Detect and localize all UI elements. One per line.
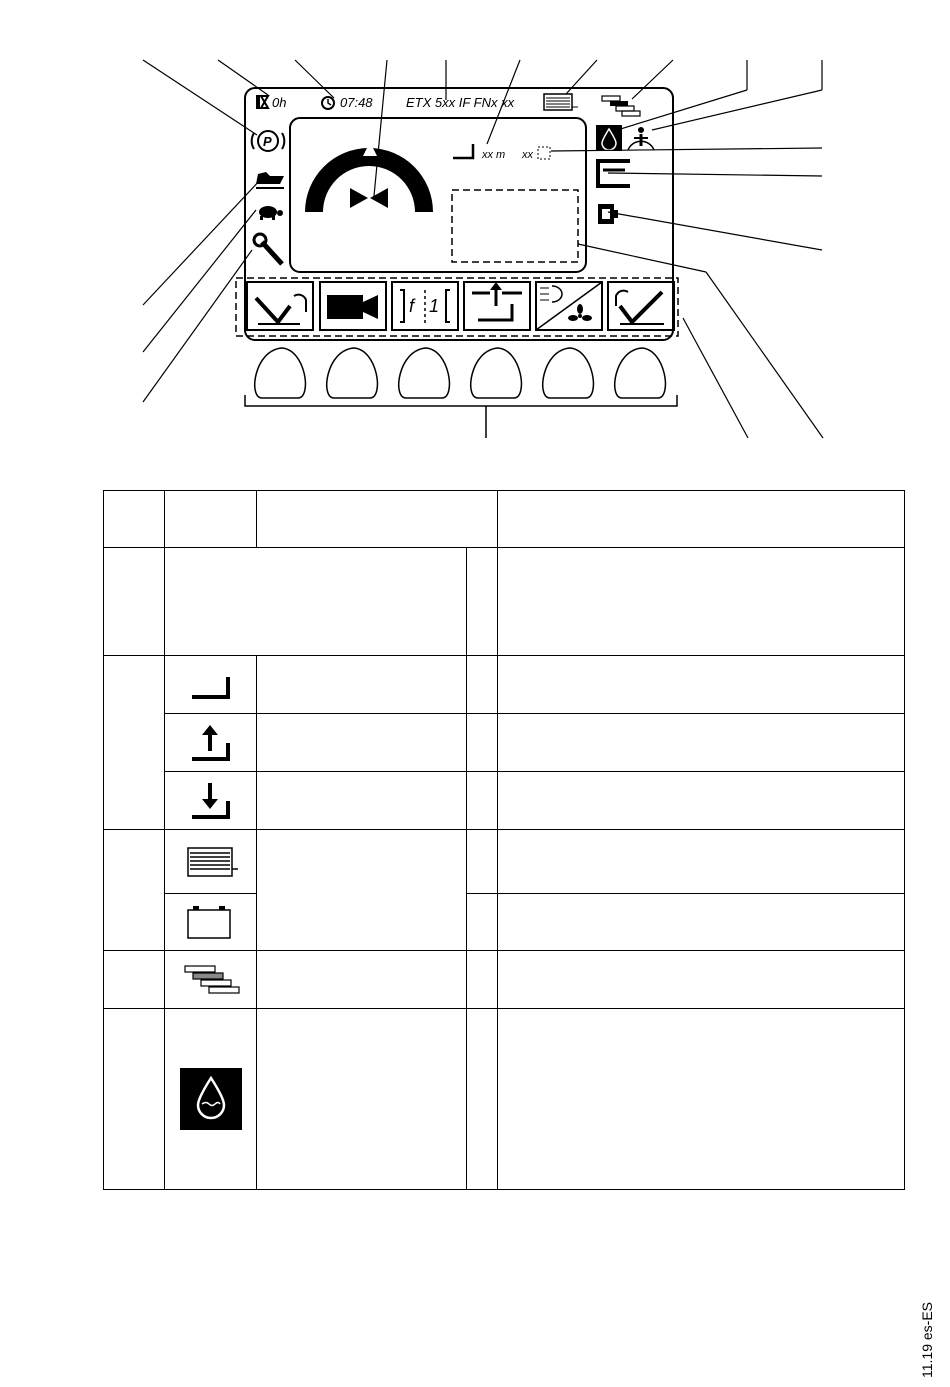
button-5[interactable]: [543, 348, 594, 398]
softkey-tilt-right[interactable]: [608, 282, 674, 330]
fork-positioner-icon: [400, 290, 450, 324]
header-cell-2: [165, 491, 257, 548]
svg-text:1: 1: [429, 296, 440, 316]
table-header: [104, 491, 905, 548]
hydraulic-oil-icon: [596, 125, 622, 151]
lift-fork-icon: [472, 282, 522, 320]
physical-buttons: [245, 348, 677, 438]
light-fan-icon: [536, 282, 602, 330]
stack-levels-icon: [602, 96, 640, 116]
table-row: [104, 894, 905, 951]
softkey-light-fan[interactable]: [536, 282, 602, 330]
svg-text:P: P: [263, 134, 272, 149]
softkey-tilt-left[interactable]: [247, 282, 313, 330]
table-row: [104, 714, 905, 772]
hours-icon: [256, 95, 268, 109]
steering-gauge: [305, 142, 433, 212]
camera-icon: [327, 295, 378, 319]
levels-icon: [171, 960, 251, 1000]
parking-brake-icon: [252, 131, 285, 151]
legend-table: [103, 490, 905, 1190]
info-area: [452, 190, 578, 262]
oil-drop-icon: [180, 1068, 242, 1130]
person-presence-icon: [628, 127, 654, 150]
truck-model: ETX 5xx IF FNx xx: [406, 95, 515, 110]
button-2[interactable]: [327, 348, 378, 398]
table-row: [104, 656, 905, 714]
clock-icon: [322, 97, 334, 109]
button-1[interactable]: [255, 348, 306, 398]
table-row: [104, 772, 905, 830]
table-row: [104, 548, 905, 656]
softkey-camera[interactable]: [320, 282, 386, 330]
main-screen: [290, 118, 586, 272]
svg-text:f: f: [409, 296, 415, 316]
display-diagram: [0, 0, 950, 460]
header-cell-1: [104, 491, 165, 548]
turtle-icon: [259, 206, 283, 220]
fork-down-icon: [176, 779, 246, 823]
softkey-lift-fork[interactable]: [464, 282, 530, 330]
charger-icon: [176, 842, 246, 882]
battery-charger-icon: [544, 94, 578, 110]
connector-icon: [598, 204, 618, 224]
button-4[interactable]: [471, 348, 522, 398]
table-row: [104, 1009, 905, 1190]
button-3[interactable]: [399, 348, 450, 398]
table-row: [104, 951, 905, 1009]
fork-position-icon: [538, 147, 550, 159]
button-6[interactable]: [615, 348, 666, 398]
battery-icon: [176, 902, 246, 942]
tilt-right-icon: [620, 292, 662, 322]
header-cell-3: [257, 491, 498, 548]
doc-code-label: 11.19 es-ES: [919, 1301, 935, 1378]
fork-neutral-icon: [176, 665, 246, 705]
tilt-left-icon: [256, 298, 290, 322]
hours-readout: 0h: [272, 95, 287, 110]
header-cell-4: [498, 491, 905, 548]
wrench-icon: [254, 234, 282, 264]
fork-level-icon: [453, 144, 473, 158]
clock-readout: 07:48: [340, 95, 373, 110]
lift-height-readout: xx m: [482, 149, 506, 161]
table-row: [104, 830, 905, 894]
fork-readout: xx: [522, 149, 533, 161]
softkey-fork-positioner[interactable]: [392, 282, 458, 330]
fork-up-icon: [176, 721, 246, 765]
doc-code: [917, 1300, 937, 1380]
